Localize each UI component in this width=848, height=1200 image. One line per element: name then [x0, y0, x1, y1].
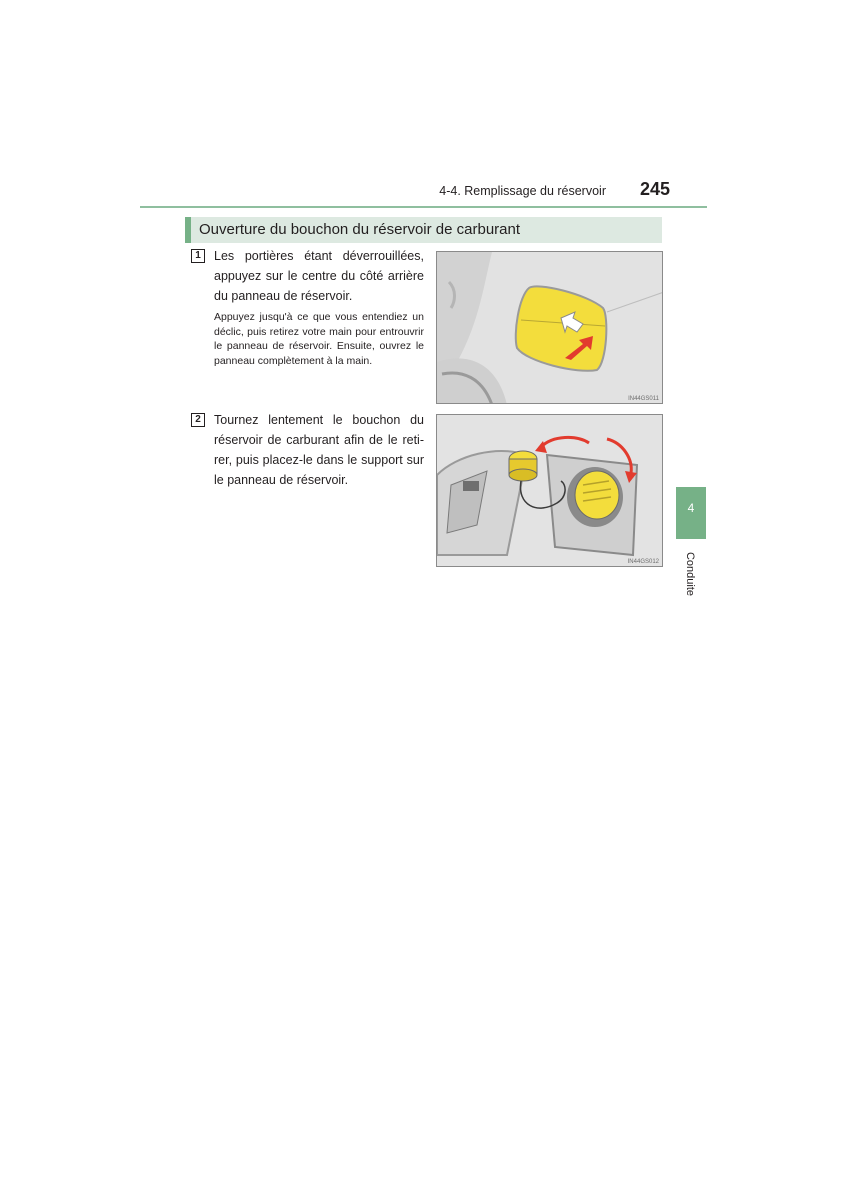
fuel-cap-removal-illustration — [436, 414, 663, 567]
step-1-note: Appuyez jusqu'à ce que vous entendiez un déclic, puis retirez votre main pour entrouvrir le panneau de réservoir. Ensuite, ouvrez le panneau complètement à la main. — [214, 311, 424, 367]
figure-2-code: IN44GS012 — [627, 559, 659, 565]
fuel-door-illustration — [436, 251, 663, 404]
figure-1-code: IN44GS011 — [628, 396, 659, 402]
chapter-tab[interactable] — [676, 487, 706, 539]
step-2-text: Tournez lentement le bouchon du réservoir de carburant afin de le retirer, puis placez-le dans le support sur le panneau de réservoir. — [214, 413, 424, 487]
chapter-title: 4-4. Remplissage du réservoir — [439, 184, 606, 198]
section-heading-text: Ouverture du bouchon du réservoir de carburant — [199, 221, 521, 238]
section-heading — [185, 217, 662, 243]
header-divider — [140, 206, 707, 208]
step-number-2: 2 — [191, 413, 205, 427]
page-number: 245 — [639, 179, 670, 199]
step-1-text: Les portières étant déverrouillées, appuyez sur le centre du côté arrière du panneau de réservoir. — [214, 249, 424, 303]
chapter-tab-label-text: Conduite — [684, 551, 696, 597]
chapter-tab-number: 4 — [687, 501, 695, 515]
step-number-1: 1 — [191, 249, 205, 263]
chapter-tab-label — [680, 546, 700, 606]
